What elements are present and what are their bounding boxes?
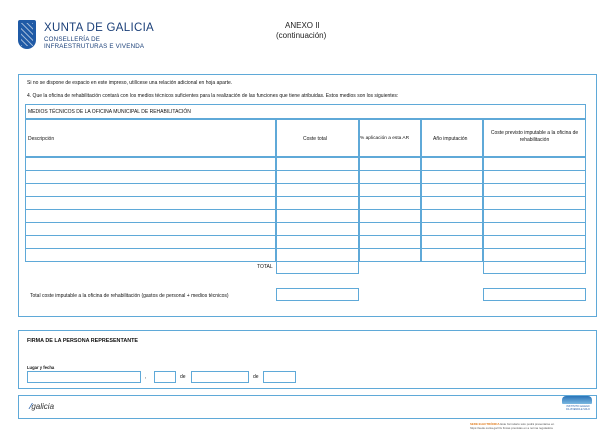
footer-panel <box>18 395 597 419</box>
org-dept-line1: CONSELLERÍA DE <box>44 36 101 43</box>
table-cell-coste-total[interactable] <box>276 183 359 197</box>
table-cell-aplicacion[interactable] <box>359 222 421 236</box>
table-cell-coste-previsto[interactable] <box>483 157 586 171</box>
table-cell-aplicacion[interactable] <box>359 157 421 171</box>
table-cell-coste-total[interactable] <box>276 248 359 262</box>
table-cell-coste-total[interactable] <box>276 209 359 223</box>
place-date-label: Lugar y fecha <box>27 365 55 370</box>
galicia-logo-text: galicia <box>31 402 55 411</box>
table-cell-aplicacion[interactable] <box>359 170 421 184</box>
de-separator-1: de <box>180 374 186 380</box>
table-cell-ano[interactable] <box>421 196 483 210</box>
table-cell-coste-total[interactable] <box>276 235 359 249</box>
annex-title: ANEXO II <box>285 21 320 30</box>
table-cell-coste-previsto[interactable] <box>483 170 586 184</box>
table-cell-ano[interactable] <box>421 183 483 197</box>
table-cell-coste-total[interactable] <box>276 157 359 171</box>
total-label: TOTAL <box>257 264 273 270</box>
imputable-label: Total coste imputable a la oficina de rehabilitación (gastos de personal + medios técnicos) <box>30 293 229 299</box>
galicia-logo: ⁄galicia <box>30 402 55 411</box>
igvs-logo-icon <box>562 396 592 404</box>
table-cell-aplicacion[interactable] <box>359 183 421 197</box>
table-cell-descripcion[interactable] <box>25 235 276 249</box>
col-label-coste-previsto: Coste previsto imputable a la oficina de rehabilitación <box>490 130 579 143</box>
igvs-line2: DA VIVENDA E SOLO <box>566 408 590 411</box>
de-separator-2: de <box>253 374 259 380</box>
table-cell-descripcion[interactable] <box>25 196 276 210</box>
table-cell-descripcion[interactable] <box>25 157 276 171</box>
table-cell-aplicacion[interactable] <box>359 248 421 262</box>
table-cell-descripcion[interactable] <box>25 170 276 184</box>
org-name: XUNTA DE GALICIA <box>44 22 155 34</box>
sede-label: SEDE ELECTRÓNICA <box>470 422 500 426</box>
col-label-ano: Año imputación <box>433 136 468 142</box>
table-cell-ano[interactable] <box>421 157 483 171</box>
table-cell-coste-total[interactable] <box>276 196 359 210</box>
table-cell-coste-previsto[interactable] <box>483 222 586 236</box>
col-label-coste-total: Coste total <box>303 136 327 142</box>
verify-line1: Este formulario solo podrá presentarse en <box>500 422 555 426</box>
table-cell-descripcion[interactable] <box>25 248 276 262</box>
igvs-logo-text <box>558 405 598 411</box>
place-field[interactable] <box>27 371 141 383</box>
table-cell-coste-total[interactable] <box>276 170 359 184</box>
org-department <box>44 36 144 51</box>
table-cell-aplicacion[interactable] <box>359 235 421 249</box>
signature-title: FIRMA DE LA PERSONA REPRESENTANTE <box>27 338 139 344</box>
table-cell-aplicacion[interactable] <box>359 196 421 210</box>
table-cell-descripcion[interactable] <box>25 222 276 236</box>
col-label-aplicacion: % aplicación a esta AR <box>360 136 410 141</box>
table-cell-ano[interactable] <box>421 248 483 262</box>
table-cell-coste-previsto[interactable] <box>483 196 586 210</box>
month-field[interactable] <box>191 371 249 383</box>
table-cell-coste-total[interactable] <box>276 222 359 236</box>
org-dept-line2: INFRAESTRUTURAS E VIVENDA <box>44 43 145 51</box>
verification-note <box>470 423 554 430</box>
verify-line2: https://sede.xunta.gal Os fincas previstas en a norma reguladora <box>470 425 553 430</box>
table-cell-ano[interactable] <box>421 170 483 184</box>
day-field[interactable] <box>154 371 176 383</box>
table-cell-descripcion[interactable] <box>25 209 276 223</box>
table-cell-coste-previsto[interactable] <box>483 248 586 262</box>
comma-separator: , <box>145 374 147 380</box>
igvs-line1: INSTITUTO GALEGO <box>566 405 590 408</box>
space-note: Si no se dispone de espacio en este impreso, utilícese una relación adicional en hoja aparte. <box>27 80 233 86</box>
table-cell-ano[interactable] <box>421 209 483 223</box>
table-cell-ano[interactable] <box>421 235 483 249</box>
year-field[interactable] <box>263 371 296 383</box>
imputable-previsto-field[interactable] <box>483 288 586 301</box>
table-cell-descripcion[interactable] <box>25 183 276 197</box>
total-coste-field[interactable] <box>276 261 359 274</box>
xunta-shield-logo <box>18 20 36 49</box>
annex-subtitle: (continuación) <box>276 31 327 40</box>
table-cell-coste-previsto[interactable] <box>483 183 586 197</box>
section-title: MEDIOS TÉCNICOS DE LA OFICINA MUNICIPAL DE REHABILITACIÓN <box>28 109 191 115</box>
table-cell-ano[interactable] <box>421 222 483 236</box>
table-cell-coste-previsto[interactable] <box>483 209 586 223</box>
total-previsto-field[interactable] <box>483 261 586 274</box>
col-header-descripcion <box>25 119 276 157</box>
table-cell-coste-previsto[interactable] <box>483 235 586 249</box>
imputable-coste-field[interactable] <box>276 288 359 301</box>
question-4: 4. Que la oficina de rehabilitación contará con los medios técnicos suficientes para la realización de las funciones que tiene atribuidas. Estos medios son los siguientes: <box>27 93 399 99</box>
table-cell-aplicacion[interactable] <box>359 209 421 223</box>
col-label-descripcion: Descripción <box>28 136 55 142</box>
